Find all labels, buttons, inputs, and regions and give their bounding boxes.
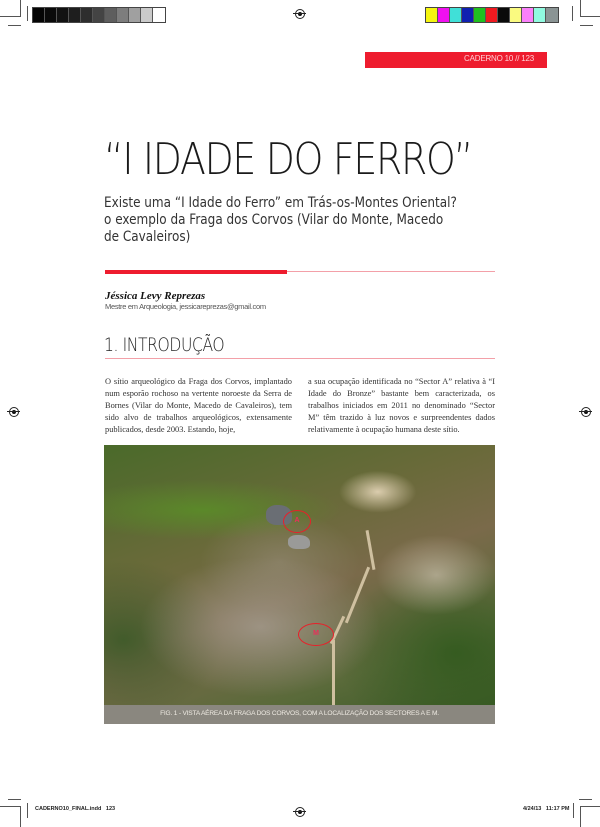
crop-mark-bottom-right-h2 (579, 799, 592, 800)
crop-mark-bottom-right-v2 (573, 803, 574, 818)
color-swatch (498, 8, 510, 22)
crop-mark-top-right-h (580, 16, 600, 17)
running-head-band (365, 52, 547, 68)
running-head: CADERNO 10 // 123 (464, 54, 534, 63)
color-swatch (474, 8, 486, 22)
gray-swatch (129, 8, 141, 22)
grayscale-control-strip (32, 7, 166, 23)
crop-mark-bottom-right-h (580, 806, 600, 807)
gray-swatch (45, 8, 57, 22)
gray-swatch (33, 8, 45, 22)
crop-mark-top-right-v (580, 0, 581, 17)
color-swatch (522, 8, 534, 22)
crop-mark-top-left-h (0, 16, 20, 17)
subtitle-line: o exemplo da Fraga dos Corvos (Vilar do Monte, Macedo (104, 212, 444, 228)
gray-swatch (141, 8, 153, 22)
rock-outcrop (288, 535, 310, 549)
section-rule (105, 358, 495, 359)
body-column-left: O sítio arqueológico da Fraga dos Corvos, implantado num esporão rochoso na vertente noroeste da Serra de Bornes (Vilar do Monte, Macedo de Cavaleiros), tem sido alvo de trabalhos arqueológicos, extensamente publicados, desde 2003. Estando, hoje, (105, 377, 292, 434)
color-swatch (534, 8, 546, 22)
crop-mark-bottom-right-v (580, 806, 581, 827)
gray-swatch (117, 8, 129, 22)
gray-swatch (153, 8, 165, 22)
crop-mark-top-left-v (20, 0, 21, 17)
color-swatch (510, 8, 522, 22)
registration-mark-icon (9, 407, 19, 417)
registration-mark-icon (295, 807, 305, 817)
crop-mark-top-right-v2 (572, 6, 573, 21)
dirt-track (366, 530, 376, 570)
gray-swatch (69, 8, 81, 22)
section-heading: 1. INTRODUÇÃO (104, 334, 225, 356)
file-slug: CADERNO10_FINAL.indd 123 (35, 806, 116, 812)
date-slug: 4/24/13 11:17 PM (523, 806, 570, 812)
subtitle-line: de Cavaleiros) (104, 229, 191, 245)
author-name: Jéssica Levy Reprezas (105, 290, 206, 302)
author-affiliation: Mestre em Arqueologia, jessicareprezas@gmail.com (105, 302, 266, 311)
crop-mark-bottom-left-h2 (8, 799, 21, 800)
crop-mark-top-left-h2 (8, 25, 21, 26)
color-control-strip (425, 7, 559, 23)
title-rule-accent (105, 270, 287, 274)
color-swatch (462, 8, 474, 22)
article-subtitle (104, 195, 465, 246)
gray-swatch (81, 8, 93, 22)
color-swatch (426, 8, 438, 22)
aerial-photo (104, 445, 495, 705)
color-swatch (450, 8, 462, 22)
article-title: “I IDADE DO FERRO” (104, 134, 473, 185)
gray-swatch (93, 8, 105, 22)
gray-swatch (57, 8, 69, 22)
crop-mark-top-left-v2 (27, 6, 28, 21)
crop-mark-bottom-left-h (0, 806, 20, 807)
sector-m-marker: M (298, 623, 334, 646)
dirt-track (345, 567, 370, 624)
crop-mark-bottom-left-v2 (27, 803, 28, 818)
dirt-track (332, 640, 335, 705)
subtitle-line: Existe uma “I Idade do Ferro” em Trás-os-Montes Oriental? (104, 195, 457, 211)
crop-mark-bottom-left-v (20, 806, 21, 827)
color-swatch (438, 8, 450, 22)
crop-mark-top-right-h2 (580, 25, 593, 26)
sector-a-marker: A (283, 510, 311, 533)
gray-swatch (105, 8, 117, 22)
color-swatch (486, 8, 498, 22)
figure-caption-bar (104, 705, 495, 724)
registration-mark-icon (295, 9, 305, 19)
body-column-right: a sua ocupação identificada no “Sector A” relativa à “I Idade do Bronze” bastante bem caracterizada, os trabalhos iniciados em 2011 no denominado “Sector M” têm trazido à luz novos e surpreendentes dados relativamente à ocupação humana deste sítio. (308, 377, 495, 434)
figure-caption: FIG. 1 - VISTA AÉREA DA FRAGA DOS CORVOS, COM A LOCALIZAÇÃO DOS SECTORES A E M. (160, 710, 439, 717)
color-swatch (546, 8, 558, 22)
title-rule-thin (287, 271, 495, 272)
registration-mark-icon (581, 407, 591, 417)
